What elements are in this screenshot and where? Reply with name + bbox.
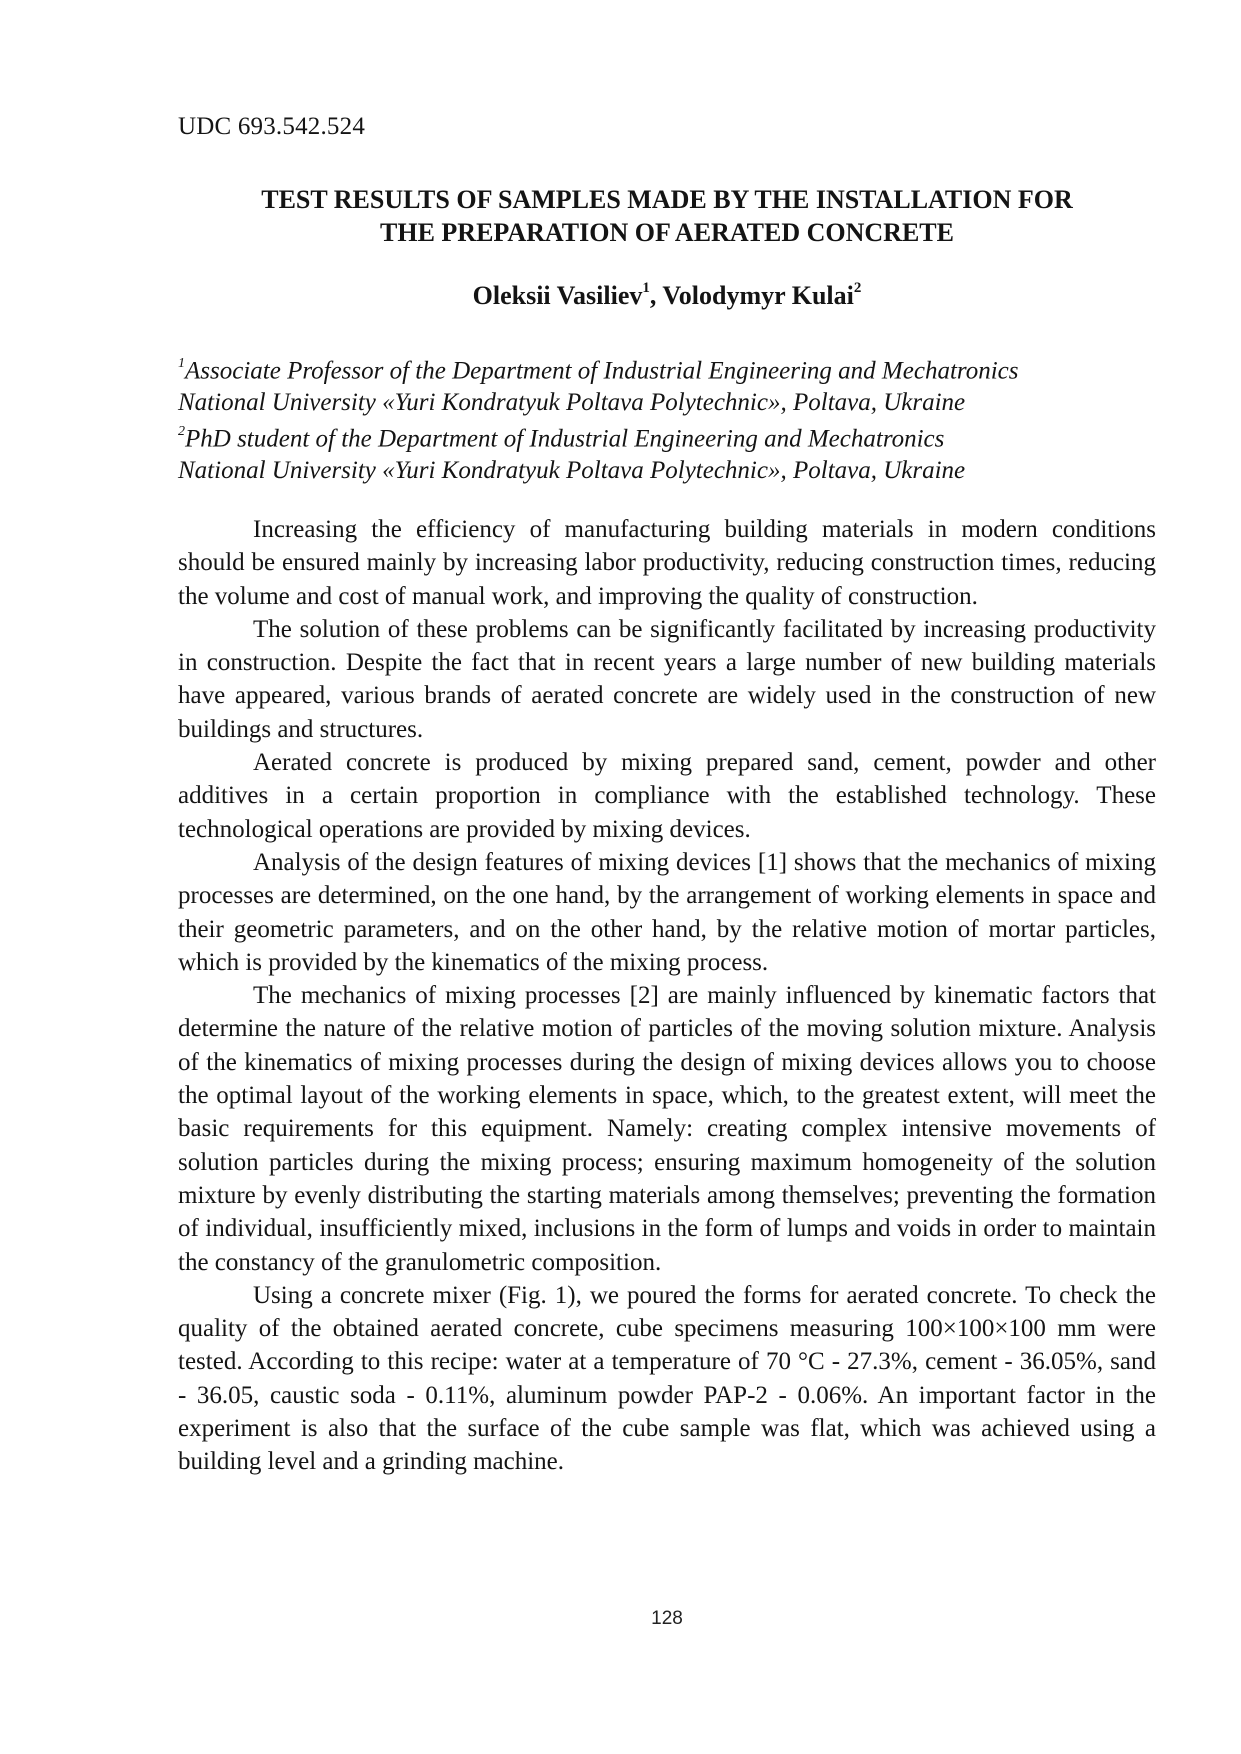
- title-line-2: THE PREPARATION OF AERATED CONCRETE: [380, 218, 954, 247]
- body-text: [178, 513, 1156, 1479]
- author-1-sup: 1: [642, 280, 650, 297]
- affiliations: [178, 350, 1156, 487]
- affiliation-1-text: Associate Professor of the Department of Industrial Engineering and Mechatronics: [185, 357, 1019, 385]
- affiliation-2-sup: 2: [178, 424, 185, 440]
- paragraph: Aerated concrete is produced by mixing prepared sand, cement, powder and other additives in a certain proportion in compliance with the established technology. These technological operations are provided by mixing devices.: [178, 749, 1156, 843]
- paragraph: The mechanics of mixing processes [2] are mainly influenced by kinematic factors that determine the nature of the relative motion of particles of the moving solution mixture. Analysis of the kinematics of mixing processes during the design of mixing devices allows you to choose the optimal layout of the working elements in space, which, to the greatest extent, will meet the basic requirements for this equipment. Namely: creating complex intensive movements of solution particles during the mixing process; ensuring maximum homogeneity of the solution mixture by evenly distributing the starting materials among themselves; preventing the formation of individual, insufficiently mixed, inclusions in the form of lumps and voids in order to maintain the constancy of the granulometric composition.: [178, 982, 1156, 1276]
- author-1-name: Oleksii Vasiliev: [472, 281, 643, 310]
- author-2-name: Volodymyr Kulai: [662, 281, 854, 310]
- author-list: [178, 281, 1156, 311]
- page-number: 128: [651, 1608, 683, 1629]
- author-separator: ,: [649, 281, 663, 310]
- author-2-sup: 2: [853, 280, 862, 297]
- affiliation-1-line-1: [178, 350, 1156, 387]
- affiliation-1-sup: 1: [178, 356, 185, 371]
- title-line-1: TEST RESULTS OF SAMPLES MADE BY THE INSTALLATION FOR: [261, 185, 1073, 214]
- affiliation-2-line-2: National University «Yuri Kondratyuk Poltava Polytechnic», Poltava, Ukraine: [178, 457, 966, 485]
- paragraph: Using a concrete mixer (Fig. 1), we poured the forms for aerated concrete. To check the quality of the obtained aerated concrete, cube specimens measuring 100×100×100 mm were tested. According to this recipe: water at a temperature of 70 °C - 27.3%, cement - 36.05%, sand - 36.05, caustic soda - 0.11%, aluminum powder PAP-2 - 0.06%. An important factor in the experiment is also that the surface of the cube sample was flat, which was achieved using a building level and a grinding machine.: [178, 1281, 1156, 1476]
- udc-code: UDC 693.542.524: [178, 113, 366, 140]
- affiliation-1-line-2: National University «Yuri Kondratyuk Poltava Polytechnic», Poltava, Ukraine: [178, 388, 966, 416]
- affiliation-2-line-1: [178, 418, 1156, 455]
- affiliation-2-text: PhD student of the Department of Industrial Engineering and Mechatronics: [185, 425, 945, 453]
- paragraph: Analysis of the design features of mixing devices [1] shows that the mechanics of mixing processes are determined, on the one hand, by the arrangement of working elements in space and their geometric parameters, and on the other hand, by the relative motion of mortar particles, which is provided by the kinematics of the mixing process.: [178, 848, 1156, 976]
- paragraph: Increasing the efficiency of manufacturing building materials in modern conditions should be ensured mainly by increasing labor productivity, reducing construction times, reducing the volume and cost of manual work, and improving the quality of construction.: [178, 516, 1156, 610]
- paragraph: The solution of these problems can be significantly facilitated by increasing productivity in construction. Despite the fact that in recent years a large number of new building materials have appeared, various brands of aerated concrete are widely used in the construction of new buildings and structures.: [178, 615, 1156, 743]
- paper-title: [178, 183, 1156, 249]
